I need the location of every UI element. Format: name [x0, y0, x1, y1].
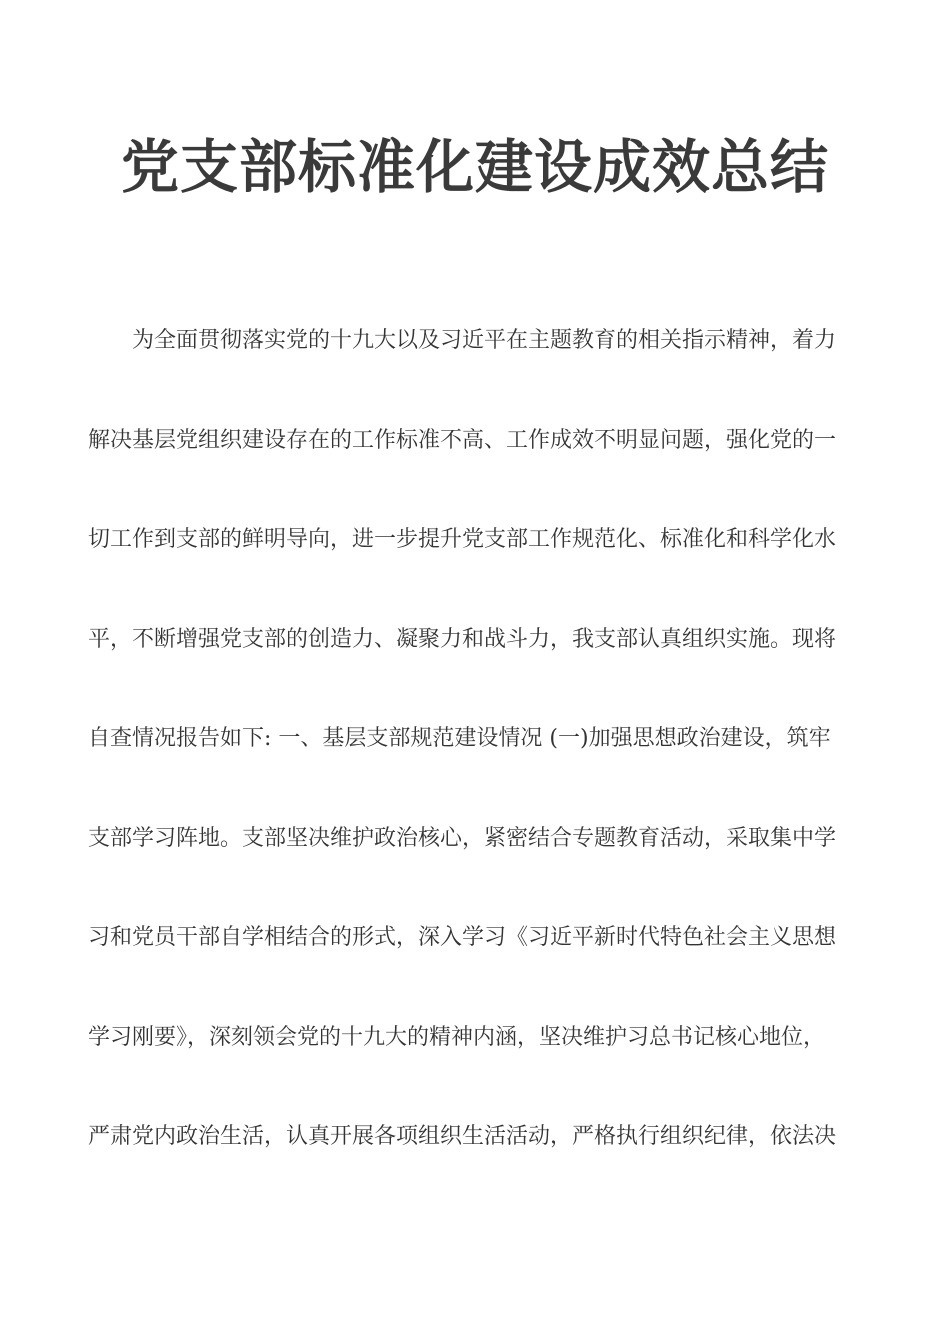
document-title: 党支部标准化建设成效总结: [120, 133, 829, 201]
paragraph-line: 自查情况报告如下: 一、基层支部规范建设情况 (一)加强思想政治建设，筑牢: [88, 726, 831, 751]
paragraph-line: 切工作到支部的鲜明导向，进一步提升党支部工作规范化、标准化和科学化水: [88, 527, 837, 552]
paragraph-line: 习和党员干部自学相结合的形式，深入学习《习近平新时代特色社会主义思想: [88, 925, 837, 950]
paragraph-line: 学习刚要》，深刻领会党的十九大的精神内涵，坚决维护习总书记核心地位，: [88, 1024, 826, 1050]
paragraph-line: 为全面贯彻落实党的十九大以及习近平在主题教育的相关指示精神，着力: [132, 328, 837, 353]
document-body: [88, 320, 868, 1216]
paragraph-line: 平，不断增强党支部的创造力、凝聚力和战斗力，我支部认真组织实施。现将: [88, 626, 837, 652]
paragraph-line: 严肃党内政治生活，认真开展各项组织生活活动，严格执行组织纪律，依法决: [88, 1124, 837, 1149]
paragraph-line: 解决基层党组织建设存在的工作标准不高、工作成效不明显问题，强化党的一: [88, 427, 837, 453]
paragraph-line: 支部学习阵地。支部坚决维护政治核心，紧密结合专题教育活动，采取集中学: [88, 825, 837, 851]
